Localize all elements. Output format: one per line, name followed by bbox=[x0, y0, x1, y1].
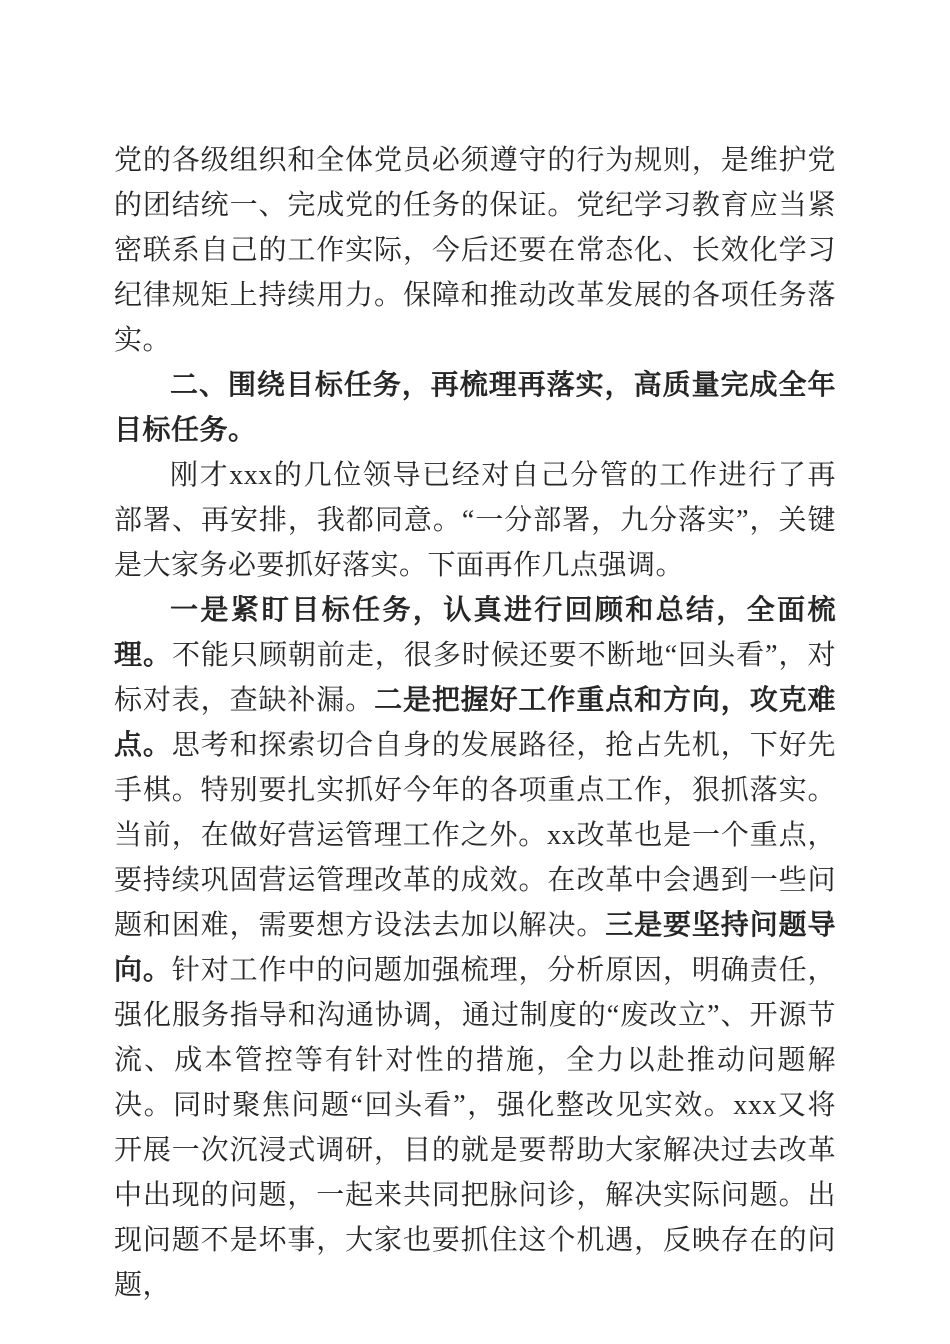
text-run: 党的各级组织和全体党员必须遵守的行为规则，是维护党的团结统一、完成党的任务的保证。党纪学习教育应当紧密联系自己的工作实际，今后还要在常态化、长效化学习纪律规矩上持续用力。保障和推动改革发展的各项任务落实。 bbox=[114, 145, 836, 356]
text-run: 针对工作中的问题加强梳理，分析原因，明确责任，强化服务指导和沟通协调，通过制度的“废改立”、开源节流、成本管控等有针对性的措施，全力以赴推动问题解决。同时聚焦问题“回头看”，强化整改见实效。xxx又将开展一次沉浸式调研，目的就是要帮助大家解决过去改革中出现的问题，一起来共同把脉问诊，解决实际问题。出现问题不是坏事，大家也要抓住这个机遇，反映存在的问题， bbox=[114, 955, 836, 1301]
text-run: 不能只顾朝前走，很多时候还要不断地“回头看”，对标对表，查缺补漏。 bbox=[114, 640, 836, 716]
paragraph bbox=[114, 588, 836, 1308]
text-run: 一是紧盯目标任务，认真进行回顾和总结，全面梳理。 bbox=[114, 595, 836, 671]
section-heading bbox=[114, 363, 836, 453]
text-run: 二是把握好工作重点和方向，攻克难点。 bbox=[114, 685, 836, 761]
text-run: 二、围绕目标任务，再梳理再落实，高质量完成全年目标任务。 bbox=[114, 370, 836, 446]
paragraph bbox=[114, 138, 836, 363]
text-run: 思考和探索切合自身的发展路径，抢占先机，下好先手棋。特别要扎实抓好今年的各项重点工作，狠抓落实。当前，在做好营运管理工作之外。xx改革也是一个重点，要持续巩固营运管理改革的成效。在改革中会遇到一些问题和困难，需要想方设法去加以解决。 bbox=[114, 730, 836, 941]
text-run: 刚才xxx的几位领导已经对自己分管的工作进行了再部署、再安排，我都同意。“一分部署，九分落实”，关键是大家务必要抓好落实。下面再作几点强调。 bbox=[114, 460, 836, 581]
document-body bbox=[114, 138, 836, 1308]
text-run: 三是要坚持问题导向。 bbox=[114, 910, 836, 986]
paragraph bbox=[114, 453, 836, 588]
